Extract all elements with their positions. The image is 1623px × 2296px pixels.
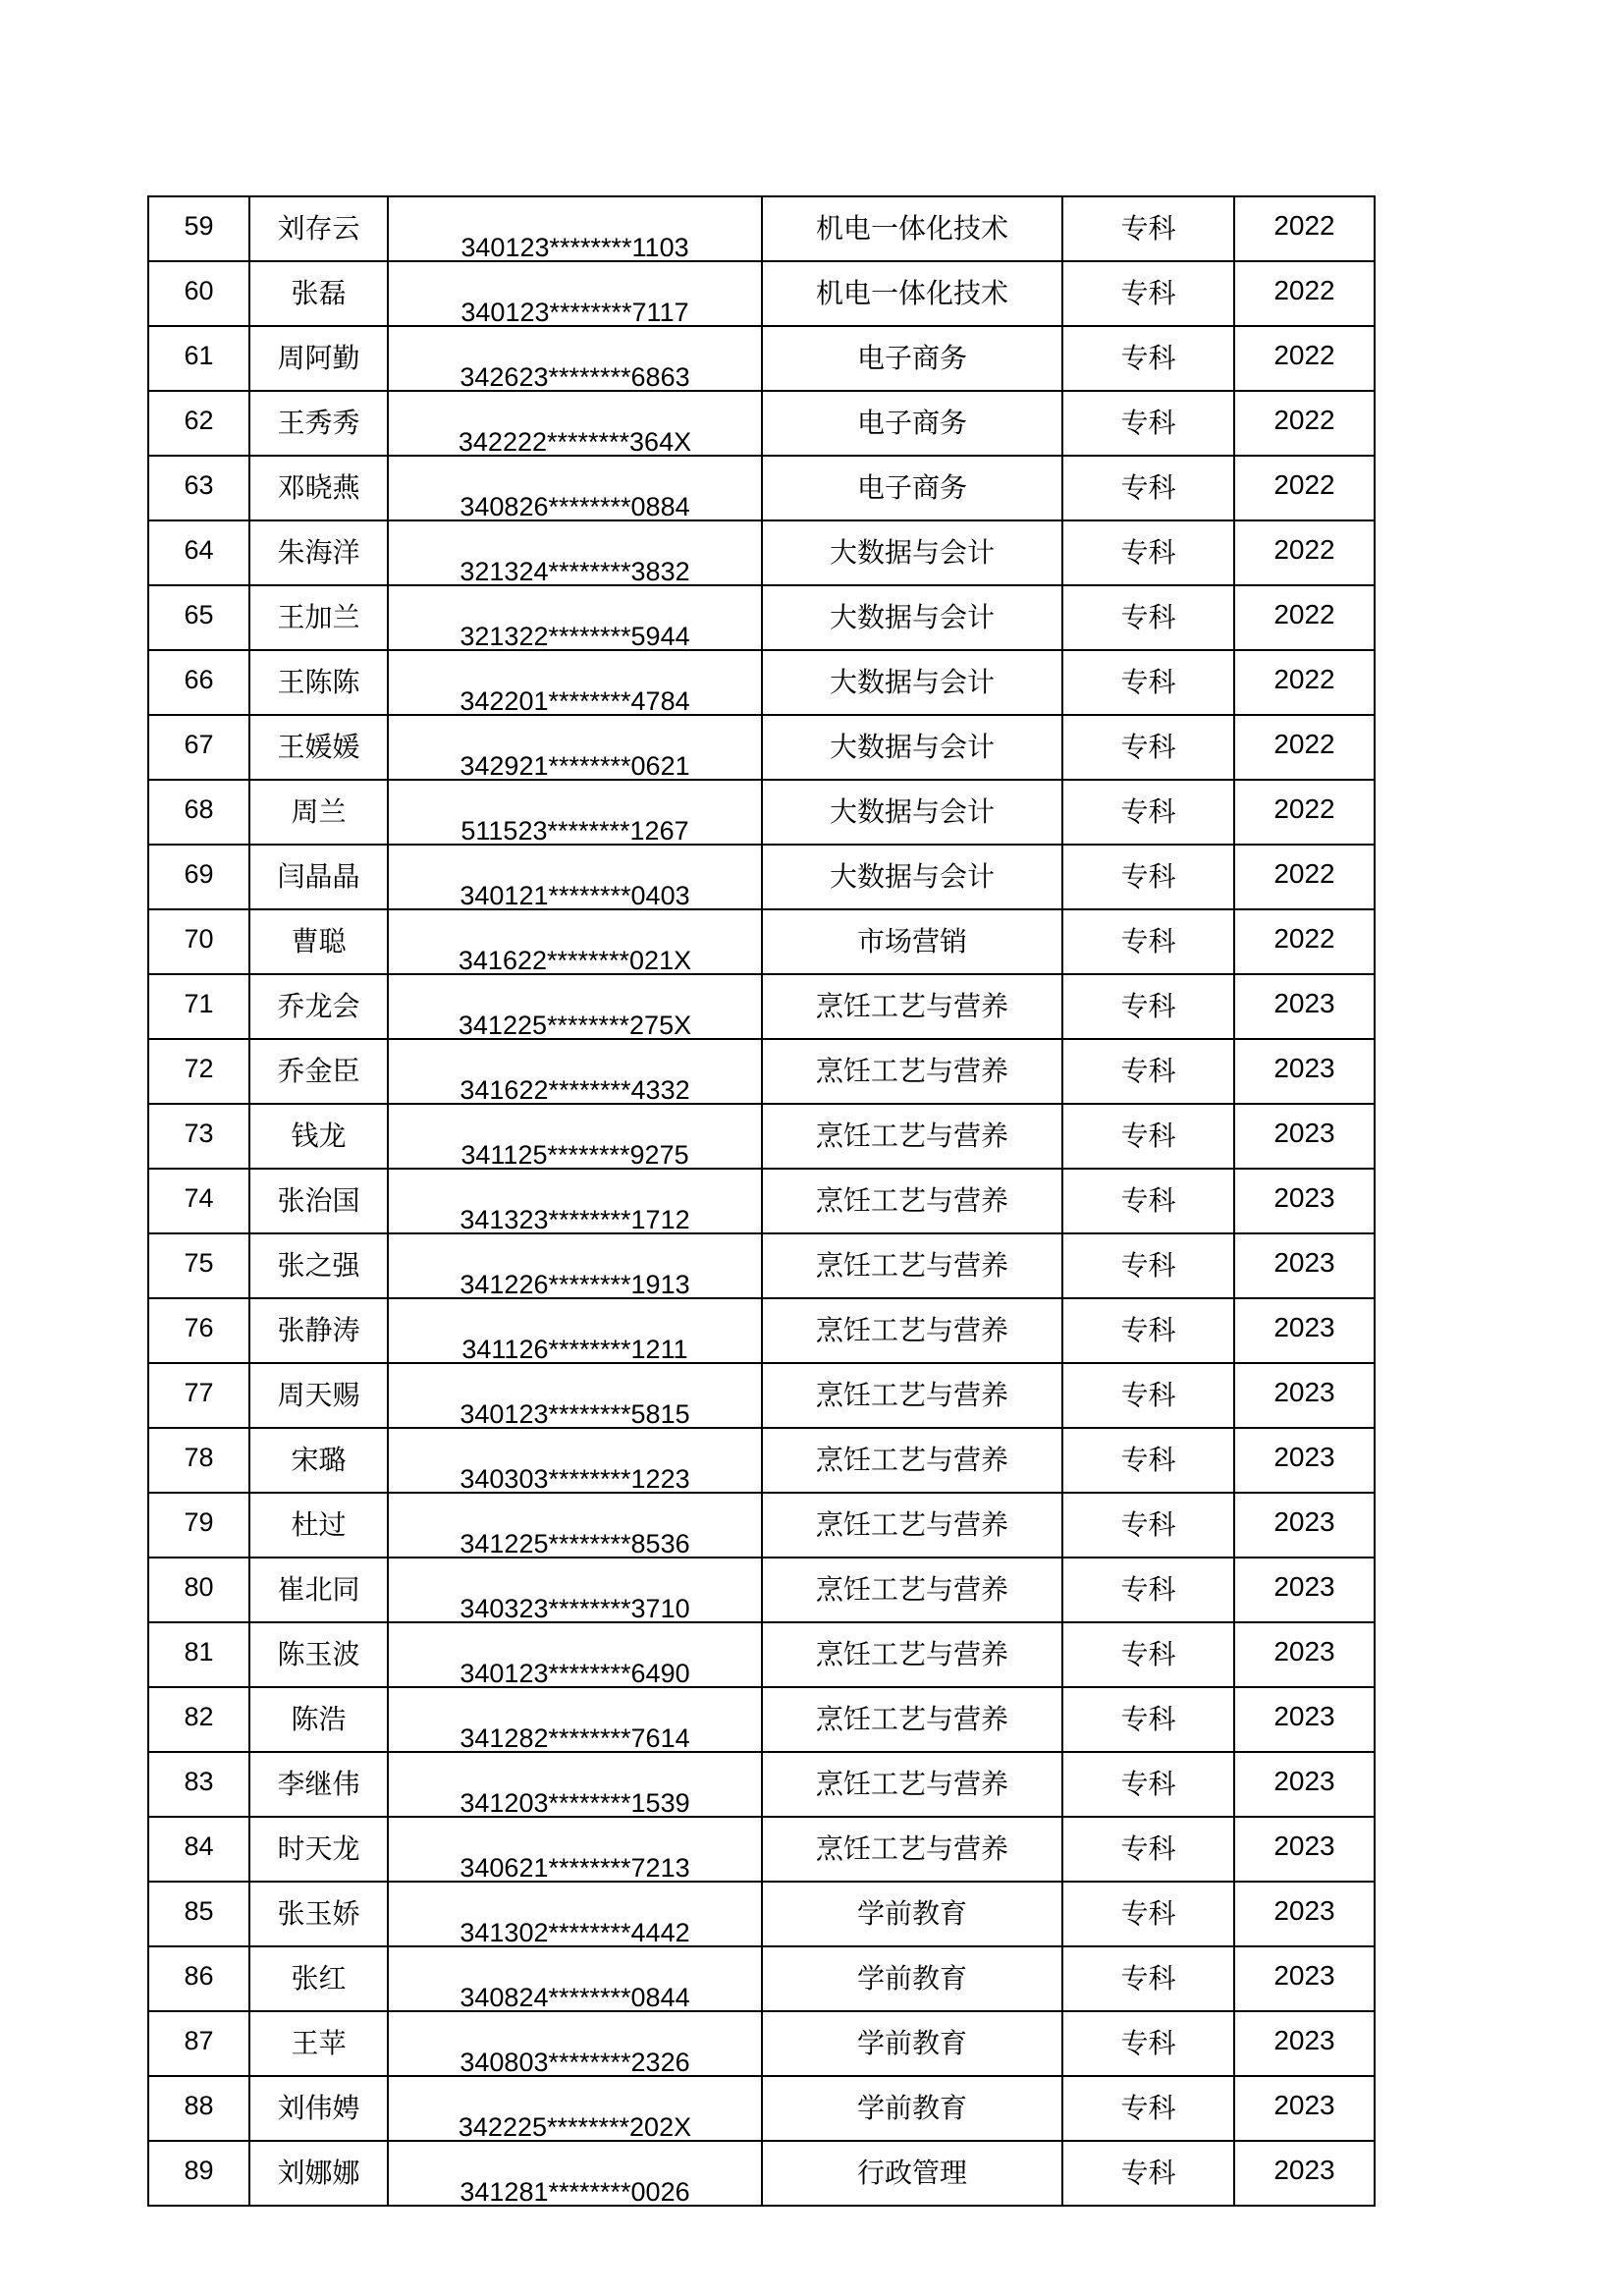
cell-student-name: 杜过 [249,1493,388,1558]
cell-id-number: 341302********4442 [388,1882,762,1946]
cell-seq-number: 66 [148,650,249,715]
cell-seq-number: 82 [148,1687,249,1752]
cell-seq-number: 88 [148,2076,249,2141]
cell-education-level: 专科 [1062,1039,1234,1104]
cell-student-name: 时天龙 [249,1817,388,1882]
table-row [148,585,1375,650]
cell-student-name: 刘娜娜 [249,2141,388,2206]
table-row [148,1752,1375,1817]
cell-major: 电子商务 [762,391,1062,456]
cell-major: 烹饪工艺与营养 [762,1233,1062,1298]
cell-seq-number: 71 [148,974,249,1039]
cell-major: 烹饪工艺与营养 [762,1687,1062,1752]
cell-education-level: 专科 [1062,715,1234,780]
cell-id-number: 341622********021X [388,909,762,974]
cell-education-level: 专科 [1062,1104,1234,1169]
cell-student-name: 周阿勤 [249,326,388,391]
cell-education-level: 专科 [1062,1363,1234,1428]
cell-id-number: 342201********4784 [388,650,762,715]
cell-seq-number: 89 [148,2141,249,2206]
cell-major: 烹饪工艺与营养 [762,1298,1062,1363]
cell-year: 2022 [1234,845,1375,909]
cell-major: 烹饪工艺与营养 [762,1428,1062,1493]
cell-year: 2023 [1234,2076,1375,2141]
cell-student-name: 王媛媛 [249,715,388,780]
cell-id-number: 340323********3710 [388,1558,762,1622]
cell-seq-number: 83 [148,1752,249,1817]
cell-student-name: 王陈陈 [249,650,388,715]
cell-student-name: 张玉娇 [249,1882,388,1946]
cell-year: 2022 [1234,326,1375,391]
cell-student-name: 张之强 [249,1233,388,1298]
cell-student-name: 周天赐 [249,1363,388,1428]
cell-education-level: 专科 [1062,2141,1234,2206]
cell-education-level: 专科 [1062,261,1234,326]
cell-year: 2023 [1234,1298,1375,1363]
cell-major: 烹饪工艺与营养 [762,974,1062,1039]
cell-year: 2023 [1234,2011,1375,2076]
table-row [148,780,1375,845]
cell-student-name: 张红 [249,1946,388,2011]
table-row [148,1946,1375,2011]
cell-education-level: 专科 [1062,1817,1234,1882]
cell-year: 2022 [1234,456,1375,520]
cell-major: 大数据与会计 [762,845,1062,909]
cell-id-number: 340123********5815 [388,1363,762,1428]
cell-year: 2022 [1234,780,1375,845]
cell-id-number: 341225********275X [388,974,762,1039]
cell-student-name: 邓晓燕 [249,456,388,520]
cell-seq-number: 73 [148,1104,249,1169]
cell-major: 大数据与会计 [762,780,1062,845]
cell-seq-number: 64 [148,520,249,585]
cell-major: 机电一体化技术 [762,261,1062,326]
cell-year: 2022 [1234,261,1375,326]
cell-major: 烹饪工艺与营养 [762,1558,1062,1622]
roster-body [148,196,1375,2206]
cell-id-number: 340826********0884 [388,456,762,520]
cell-education-level: 专科 [1062,650,1234,715]
cell-education-level: 专科 [1062,1558,1234,1622]
cell-id-number: 341282********7614 [388,1687,762,1752]
cell-major: 大数据与会计 [762,715,1062,780]
cell-student-name: 钱龙 [249,1104,388,1169]
cell-education-level: 专科 [1062,1169,1234,1233]
cell-seq-number: 69 [148,845,249,909]
cell-year: 2023 [1234,1946,1375,2011]
cell-seq-number: 67 [148,715,249,780]
cell-student-name: 曹聪 [249,909,388,974]
table-row [148,520,1375,585]
table-row [148,845,1375,909]
table-row [148,1104,1375,1169]
cell-education-level: 专科 [1062,780,1234,845]
cell-seq-number: 84 [148,1817,249,1882]
cell-id-number: 341225********8536 [388,1493,762,1558]
cell-seq-number: 62 [148,391,249,456]
table-row [148,1558,1375,1622]
cell-year: 2022 [1234,196,1375,261]
table-row [148,909,1375,974]
cell-id-number: 321324********3832 [388,520,762,585]
cell-year: 2023 [1234,1233,1375,1298]
cell-education-level: 专科 [1062,1687,1234,1752]
table-row [148,1817,1375,1882]
table-row [148,1882,1375,1946]
cell-seq-number: 87 [148,2011,249,2076]
cell-seq-number: 68 [148,780,249,845]
cell-student-name: 宋璐 [249,1428,388,1493]
student-roster-table [147,195,1376,2207]
table-row [148,1039,1375,1104]
cell-year: 2022 [1234,585,1375,650]
cell-major: 学前教育 [762,1946,1062,2011]
cell-education-level: 专科 [1062,585,1234,650]
cell-major: 烹饪工艺与营养 [762,1363,1062,1428]
cell-id-number: 340121********0403 [388,845,762,909]
table-row [148,326,1375,391]
cell-student-name: 张磊 [249,261,388,326]
cell-id-number: 511523********1267 [388,780,762,845]
table-row [148,650,1375,715]
cell-student-name: 张静涛 [249,1298,388,1363]
cell-year: 2023 [1234,1363,1375,1428]
cell-seq-number: 72 [148,1039,249,1104]
table-row [148,2076,1375,2141]
cell-major: 大数据与会计 [762,650,1062,715]
cell-year: 2023 [1234,1428,1375,1493]
cell-major: 学前教育 [762,2076,1062,2141]
cell-year: 2022 [1234,520,1375,585]
cell-education-level: 专科 [1062,1493,1234,1558]
cell-id-number: 340621********7213 [388,1817,762,1882]
cell-major: 烹饪工艺与营养 [762,1169,1062,1233]
cell-student-name: 乔龙会 [249,974,388,1039]
cell-major: 学前教育 [762,1882,1062,1946]
cell-student-name: 周兰 [249,780,388,845]
cell-education-level: 专科 [1062,196,1234,261]
cell-major: 烹饪工艺与营养 [762,1622,1062,1687]
cell-seq-number: 79 [148,1493,249,1558]
cell-education-level: 专科 [1062,391,1234,456]
cell-education-level: 专科 [1062,2076,1234,2141]
cell-id-number: 341622********4332 [388,1039,762,1104]
cell-year: 2023 [1234,1817,1375,1882]
cell-major: 烹饪工艺与营养 [762,1104,1062,1169]
cell-year: 2023 [1234,1169,1375,1233]
cell-student-name: 刘存云 [249,196,388,261]
cell-education-level: 专科 [1062,1622,1234,1687]
cell-major: 大数据与会计 [762,585,1062,650]
cell-seq-number: 60 [148,261,249,326]
cell-id-number: 340303********1223 [388,1428,762,1493]
table-row [148,391,1375,456]
cell-student-name: 李继伟 [249,1752,388,1817]
cell-year: 2023 [1234,974,1375,1039]
table-row [148,974,1375,1039]
cell-year: 2023 [1234,1558,1375,1622]
cell-seq-number: 65 [148,585,249,650]
table-row [148,1622,1375,1687]
cell-year: 2023 [1234,1039,1375,1104]
cell-major: 烹饪工艺与营养 [762,1752,1062,1817]
cell-student-name: 朱海洋 [249,520,388,585]
cell-id-number: 341125********9275 [388,1104,762,1169]
cell-year: 2023 [1234,1882,1375,1946]
cell-education-level: 专科 [1062,1882,1234,1946]
cell-education-level: 专科 [1062,2011,1234,2076]
table-row [148,1428,1375,1493]
cell-student-name: 张治国 [249,1169,388,1233]
cell-year: 2023 [1234,2141,1375,2206]
cell-id-number: 341203********1539 [388,1752,762,1817]
cell-student-name: 陈浩 [249,1687,388,1752]
cell-id-number: 341226********1913 [388,1233,762,1298]
cell-year: 2022 [1234,391,1375,456]
table-row [148,196,1375,261]
cell-seq-number: 86 [148,1946,249,2011]
cell-education-level: 专科 [1062,845,1234,909]
cell-education-level: 专科 [1062,326,1234,391]
cell-year: 2023 [1234,1687,1375,1752]
cell-year: 2022 [1234,650,1375,715]
cell-major: 行政管理 [762,2141,1062,2206]
cell-id-number: 342225********202X [388,2076,762,2141]
cell-id-number: 321322********5944 [388,585,762,650]
cell-year: 2022 [1234,715,1375,780]
cell-seq-number: 70 [148,909,249,974]
cell-major: 市场营销 [762,909,1062,974]
cell-major: 烹饪工艺与营养 [762,1039,1062,1104]
cell-seq-number: 76 [148,1298,249,1363]
cell-seq-number: 63 [148,456,249,520]
cell-id-number: 340123********6490 [388,1622,762,1687]
cell-student-name: 王苹 [249,2011,388,2076]
cell-seq-number: 78 [148,1428,249,1493]
cell-id-number: 340123********1103 [388,196,762,261]
cell-year: 2023 [1234,1622,1375,1687]
cell-education-level: 专科 [1062,1298,1234,1363]
table-row [148,456,1375,520]
cell-seq-number: 59 [148,196,249,261]
cell-education-level: 专科 [1062,974,1234,1039]
cell-id-number: 340824********0844 [388,1946,762,2011]
cell-education-level: 专科 [1062,520,1234,585]
cell-id-number: 342623********6863 [388,326,762,391]
cell-major: 烹饪工艺与营养 [762,1817,1062,1882]
cell-year: 2023 [1234,1104,1375,1169]
table-row [148,2011,1375,2076]
table-row [148,2141,1375,2206]
cell-id-number: 341323********1712 [388,1169,762,1233]
cell-education-level: 专科 [1062,456,1234,520]
table-row [148,1363,1375,1428]
cell-education-level: 专科 [1062,1752,1234,1817]
table-row [148,715,1375,780]
cell-id-number: 342222********364X [388,391,762,456]
cell-major: 电子商务 [762,326,1062,391]
table-row [148,1169,1375,1233]
cell-id-number: 341281********0026 [388,2141,762,2206]
cell-year: 2023 [1234,1752,1375,1817]
cell-seq-number: 75 [148,1233,249,1298]
cell-education-level: 专科 [1062,1428,1234,1493]
cell-seq-number: 80 [148,1558,249,1622]
cell-student-name: 王加兰 [249,585,388,650]
cell-education-level: 专科 [1062,1233,1234,1298]
cell-student-name: 乔金臣 [249,1039,388,1104]
table-row [148,261,1375,326]
table-row [148,1687,1375,1752]
cell-id-number: 340803********2326 [388,2011,762,2076]
cell-year: 2022 [1234,909,1375,974]
cell-seq-number: 85 [148,1882,249,1946]
cell-id-number: 341126********1211 [388,1298,762,1363]
cell-major: 机电一体化技术 [762,196,1062,261]
cell-major: 学前教育 [762,2011,1062,2076]
table-row [148,1298,1375,1363]
cell-student-name: 王秀秀 [249,391,388,456]
cell-student-name: 崔北同 [249,1558,388,1622]
cell-seq-number: 74 [148,1169,249,1233]
table-row [148,1233,1375,1298]
cell-education-level: 专科 [1062,1946,1234,2011]
cell-year: 2023 [1234,1493,1375,1558]
cell-student-name: 刘伟娉 [249,2076,388,2141]
cell-major: 烹饪工艺与营养 [762,1493,1062,1558]
cell-student-name: 陈玉波 [249,1622,388,1687]
cell-major: 电子商务 [762,456,1062,520]
table-row [148,1493,1375,1558]
cell-id-number: 342921********0621 [388,715,762,780]
cell-major: 大数据与会计 [762,520,1062,585]
cell-seq-number: 77 [148,1363,249,1428]
cell-student-name: 闫晶晶 [249,845,388,909]
cell-id-number: 340123********7117 [388,261,762,326]
cell-seq-number: 81 [148,1622,249,1687]
cell-education-level: 专科 [1062,909,1234,974]
cell-seq-number: 61 [148,326,249,391]
